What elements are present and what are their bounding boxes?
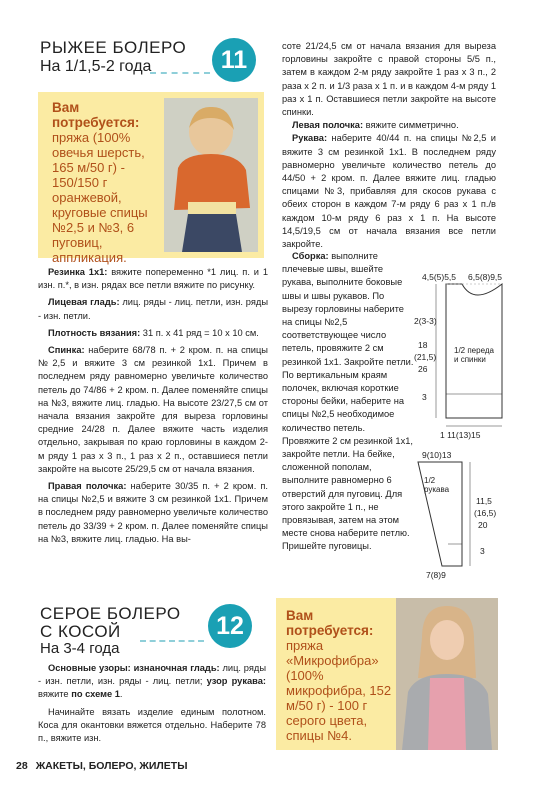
dim-top-2: 6,5(8)9,5 bbox=[468, 272, 503, 282]
paragraph-stockinette: Лицевая гладь: лиц. ряды - лиц. петли, изн. ряды - изн. петли. bbox=[38, 297, 269, 321]
section2-title: СЕРОЕ БОЛЕРО bbox=[40, 604, 181, 623]
sleeve-dim-1: 11,5 bbox=[476, 496, 492, 506]
paragraph-start: Начинайте вязать изделие единым полотном. Коса для окантовки вяжется отдельно. Наберите 78 п., вяжите изн. bbox=[38, 706, 266, 744]
paragraph-rib: Резинка 1х1: вяжите попеременно *1 лиц. п. и 1 изн. п.*, в изн. рядах все петли вяжите по рисунку. bbox=[38, 267, 268, 291]
sleeve-dim-4: 3 bbox=[480, 546, 485, 556]
sleeve-dim-bottom: 7(8)9 bbox=[426, 570, 446, 580]
section1-title: РЫЖЕЕ БОЛЕРО bbox=[40, 38, 187, 57]
section2-number-badge: 12 bbox=[208, 604, 252, 648]
diagram2-label: 1/2 рукава bbox=[424, 476, 450, 494]
diagram-body bbox=[414, 270, 529, 446]
sleeve-dim-2: (16,5) bbox=[474, 508, 497, 518]
sleeve-dim-3: 20 bbox=[478, 520, 488, 530]
dim-left-2b: (21,5) bbox=[414, 352, 437, 362]
paragraph-right-front: Правая полочка: наберите 30/35 п. + 2 кром. п. на спицы №2,5 и вяжите 3 см резинкой 1х1. Причем в последнем ряду равномерно увеличьте количество петель до 33/39 + 2 кром. п. Далее поменяйте спицы на №3, вяжите лиц. гладью. На вы- bbox=[38, 481, 268, 544]
dim-left-3: 3 bbox=[422, 392, 427, 402]
page-footer bbox=[16, 760, 196, 772]
paragraph-back: Спинка: наберите 68/78 п. + 2 кром. п. на спицы №2,5 и вяжите 3 см резинкой 1х1. Причем в последнем ряду равномерно увеличьте количество петель до 74/86 + 2 кром. п. Далее поменяйте спицы на №3, вяжите лиц. гладью. На высоте 23/27,5 см от начала вязания закройте для выреза горловины средние 24/28 п. Далее вяжите часть изделия отдельно, закрывая по краю горловины в каждом 2-м ряду 1 раз х 3 п., 1 раз х 2 п., оставшиеся петли закройте на высоте 25/29,5 см от начала вязания. bbox=[38, 345, 268, 474]
dim-bottom: 1 11(13)15 bbox=[440, 430, 481, 440]
paragraph-neckline: соте 21/24,5 см от начала вязания для выреза горловины закройте с правой стороны 5/5 п., затем в каждом 2-м ряду закройте 1 раз х 3 п., 2 раза х 2 п. и 1/3 раза х 1 п. и в каждом 4-м ряду 1 раз х 1 п. Оставшиеся петли закройте на высоте спинки. bbox=[282, 41, 496, 118]
child-photo-2 bbox=[396, 598, 498, 750]
footer-section: ЖАКЕТЫ, БОЛЕРО, ЖИЛЕТЫ bbox=[35, 760, 188, 772]
diagram1-label: 1/2 переда и спинки bbox=[454, 346, 494, 364]
section2-title2: С КОСОЙ bbox=[40, 622, 121, 641]
materials-label-2: Вам потребуется: bbox=[286, 608, 374, 638]
diagram-sleeve bbox=[414, 448, 529, 588]
right-column bbox=[282, 40, 496, 251]
paragraph-left-front: Левая полочка: вяжите симметрично. bbox=[292, 120, 459, 131]
section1-subtitle: На 1/1,5-2 года bbox=[40, 58, 152, 75]
page-number: 28 bbox=[16, 760, 28, 772]
assembly-paragraph: Сборка: выполните плечевые швы, вшейте рукава, выполните боковые швы и швы рукавов. По вырезу горловины наберите на спицы №2,5 соответствующее число петель, провяжите 2 см резинкой 1х1. Закройте петли. По вертикальным краям полочек, включая короткие стороны бейки, наберите на спицы №2,5 необходимое количество петель. Провяжите 2 см резинкой 1х1, закройте петли. На бейке, сложенной пополам, выполните равномерно 6 отверстий для пуговиц. Для этого закройте 1 п., не провязывая, затем на этом месте снова наберите петлю. Пришейте пуговицы. bbox=[282, 251, 414, 552]
dim-top-1: 4,5(5)5,5 bbox=[422, 272, 457, 282]
dim-left-2a: 18 bbox=[418, 340, 428, 350]
left-column bbox=[38, 266, 268, 546]
materials-box-2 bbox=[276, 598, 498, 750]
paragraph-sleeves: Рукава: наберите 40/44 п. на спицы №2,5 и вяжите 3 см резинкой 1х1. В последнем ряду равномерно увеличьте количество петель до 44/50 + 2 кром. п. Далее вяжите лиц. гладью спицами №3, прибавляя для скосов рукава с обеих сторон в каждом 7-м ряду 6 раз х 1 п./в каждом 10-м ряду 6 раз х 1 п. На высоте 14,5/19,5 см от начала вязания все петли закройте. bbox=[282, 133, 496, 250]
sleeve-dim-top: 9(10)13 bbox=[422, 450, 452, 460]
paragraph-gauge: Плотность вязания: 31 п. х 41 ряд = 10 х 10 см. bbox=[48, 327, 259, 338]
child-photo-1 bbox=[164, 98, 258, 252]
section1-number-badge: 11 bbox=[212, 38, 256, 82]
decorative-wave-2 bbox=[140, 640, 204, 642]
section2-text bbox=[38, 662, 266, 745]
section2-subtitle: На 3-4 года bbox=[40, 640, 120, 657]
materials-label: Вам потребуется: bbox=[52, 100, 140, 130]
materials-text-2: пряжа «Микрофибра» (100% микрофибра, 152 м/50 г) - 100 г серого цвета, спицы №4. bbox=[286, 638, 392, 743]
dim-left-2c: 26 bbox=[418, 364, 428, 374]
paragraph-patterns: Основные узоры: изнаночная гладь: лиц. ряды - изн. петли, изн. ряды - лиц. петли; узор рукава: вяжите по схеме 1. bbox=[38, 663, 267, 700]
materials-text: пряжа (100% овечья шерсть, 165 м/50 г) - 150/150 г оранжевой, круговые спицы №2,5 и №3, 6 пуговиц, аппликация. bbox=[52, 130, 148, 265]
dim-left-1: 2(3-3) bbox=[414, 316, 437, 326]
materials-box bbox=[38, 92, 264, 265]
decorative-wave bbox=[150, 72, 210, 74]
